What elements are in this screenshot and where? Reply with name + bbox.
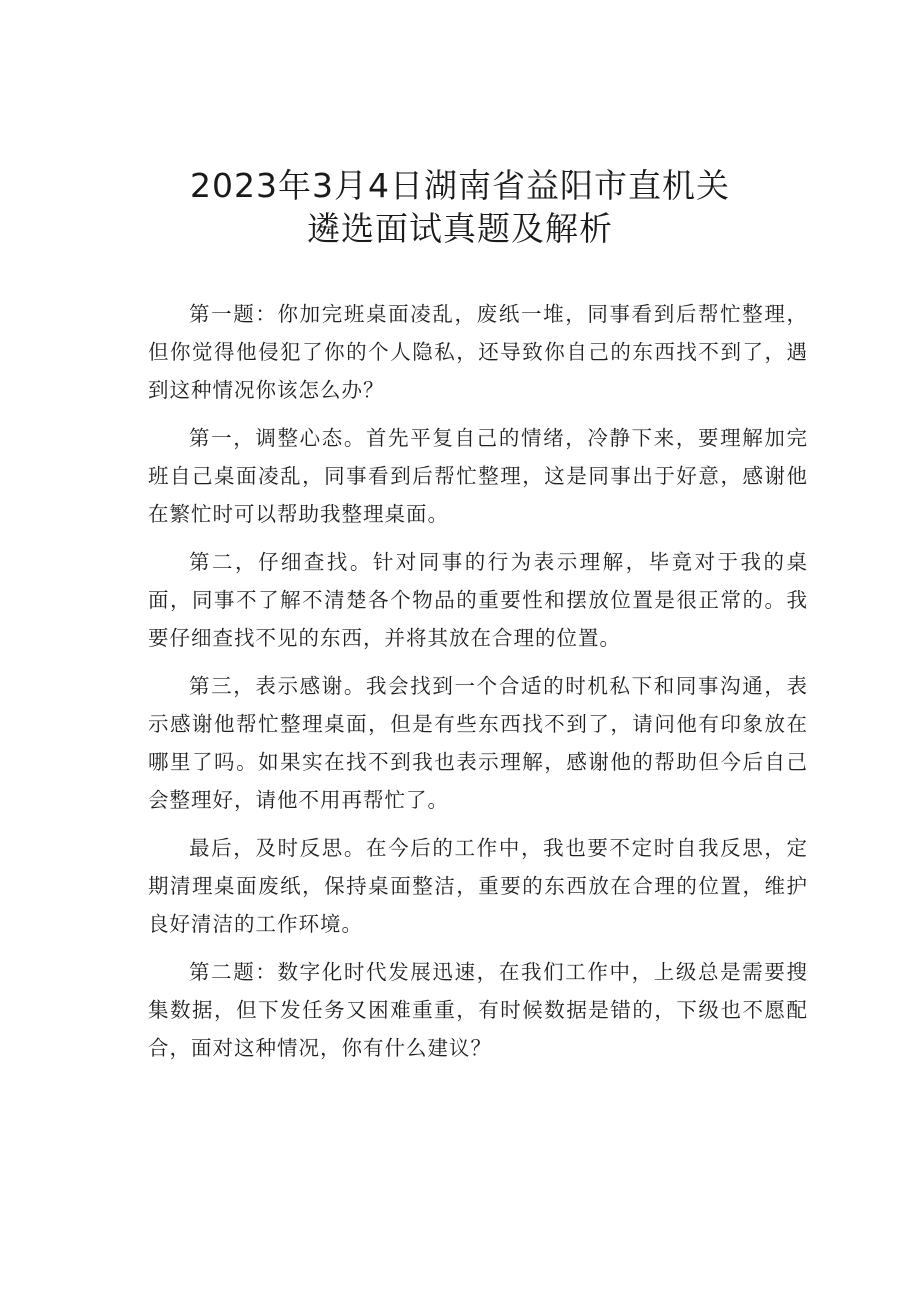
document-title-line-2: 遴选面试真题及解析 [307, 209, 613, 248]
question-1-paragraph: 第一题：你加完班桌面凌乱，废纸一堆，同事看到后帮忙整理，但你觉得他侵犯了你的个人隐私，还导致你自己的东西找不到了，遇到这种情况你该怎么办？ [148, 302, 808, 402]
answer-point-1-paragraph: 第一，调整心态。首先平复自己的情绪，冷静下来，要理解加完班自己桌面凌乱，同事看到后帮忙整理，这是同事出于好意，感谢他在繁忙时可以帮助我整理桌面。 [148, 426, 808, 526]
answer-conclusion-paragraph: 最后，及时反思。在今后的工作中，我也要不定时自我反思，定期清理桌面废纸，保持桌面整洁，重要的东西放在合理的位置，维护良好清洁的工作环境。 [148, 836, 808, 936]
question-2-paragraph: 第二题：数字化时代发展迅速，在我们工作中，上级总是需要搜集数据，但下发任务又困难重重，有时候数据是错的，下级也不愿配合，面对这种情况，你有什么建议？ [148, 960, 808, 1060]
answer-point-3-paragraph: 第三，表示感谢。我会找到一个合适的时机私下和同事沟通，表示感谢他帮忙整理桌面，但是有些东西找不到了，请问他有印象放在哪里了吗。如果实在找不到我也表示理解，感谢他的帮助但今后自己会整理好，请他不用再帮忙了。 [148, 674, 808, 812]
document-body [148, 295, 808, 1077]
document-title-line-1: 2023年3月4日湖南省益阳市直机关 [190, 166, 730, 205]
answer-point-2-paragraph: 第二，仔细查找。针对同事的行为表示理解，毕竟对于我的桌面，同事不了解不清楚各个物品的重要性和摆放位置是很正常的。我要仔细查找不见的东西，并将其放在合理的位置。 [148, 550, 808, 650]
